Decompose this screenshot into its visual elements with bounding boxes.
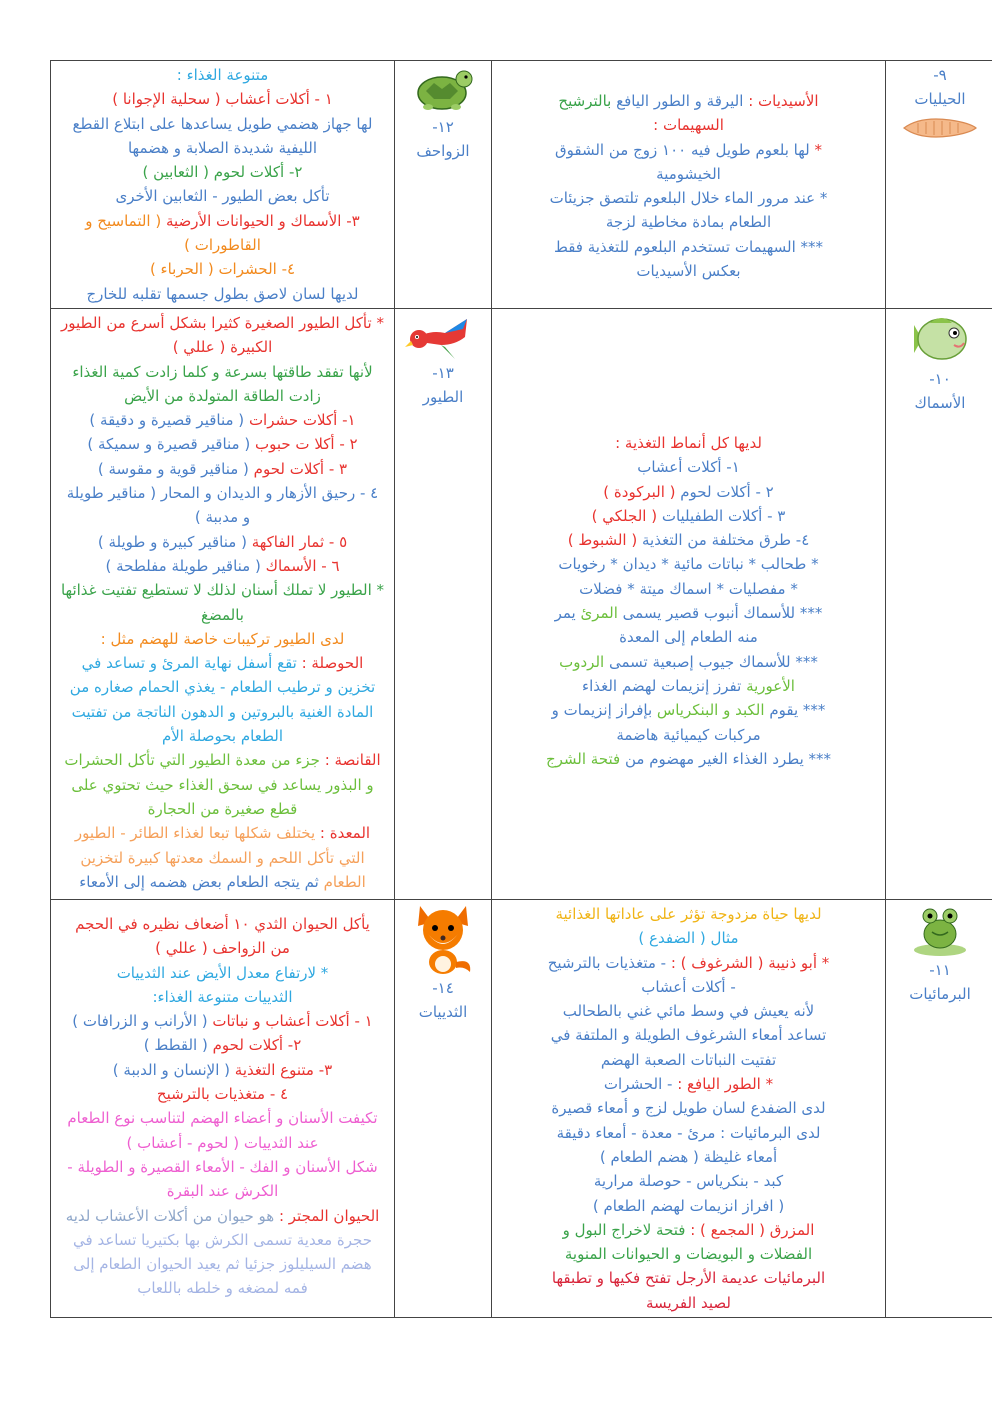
text-segment: ١- أكلات حشرات	[244, 411, 356, 430]
text-line	[57, 1106, 388, 1130]
row3-right-text	[57, 912, 388, 1301]
text-segment: المرئ	[575, 604, 618, 623]
text-line	[498, 186, 879, 210]
text-segment: شكل الأسنان و الفك - الأمعاء القصيرة و الطويلة -	[67, 1157, 378, 1176]
text-segment: لديها حياة مزدوجة تؤثر على عاداتها الغذائية	[555, 904, 822, 923]
text-line	[57, 63, 388, 87]
text-segment: * تأكل الطيور الصغيرة كثيرا بشكل أسرع من الطيور	[61, 313, 384, 332]
text-segment: ( الشبوط )	[567, 531, 638, 550]
text-segment: فتحة لاخراج البول و	[562, 1220, 686, 1239]
text-segment: ٢- أكلات لحوم	[207, 1036, 302, 1055]
text-segment: الحوصلة :	[296, 654, 364, 673]
text-segment: متنوعة الغذاء :	[176, 66, 269, 84]
text-segment: ٤ - متغذيات بالترشيح	[156, 1085, 289, 1104]
text-line	[57, 675, 388, 699]
row2-right-number-cell	[395, 308, 492, 899]
text-segment: السهيمات :	[653, 116, 724, 135]
text-segment: الطعام	[318, 872, 366, 891]
text-segment: * أبو ذنيبة ( الشرغوف ) :	[666, 953, 830, 972]
text-segment: الأسيديات :	[743, 92, 819, 110]
text-segment: *** يطرد الغذاء الغير مهضوم من	[620, 749, 832, 768]
row3-right-content	[51, 899, 395, 1317]
text-line	[57, 870, 388, 894]
text-line	[57, 1058, 388, 1082]
text-line	[498, 1266, 879, 1290]
text-segment: الحيوان المجتر :	[274, 1206, 380, 1225]
text-segment: التي تأكل اللحم و السمك معدتها كبيرة لتخزين	[80, 848, 365, 867]
text-segment: الردوب	[559, 652, 605, 671]
table-row	[51, 61, 992, 309]
text-segment: ٣- متنوع التغذية	[230, 1060, 333, 1079]
text-line	[57, 1009, 388, 1033]
row2-right-label: الطيور	[422, 387, 464, 406]
text-line	[498, 926, 879, 950]
text-segment: ٥ - ثمار الفاكهة	[246, 532, 348, 551]
turtle-icon	[412, 63, 474, 115]
text-line	[57, 505, 388, 529]
text-line	[498, 902, 879, 926]
row3-left-number-cell	[886, 899, 992, 1317]
row2-left-number: ١٠-	[929, 369, 951, 388]
text-segment: ٦ - الأسماك	[260, 556, 340, 575]
text-line	[57, 282, 388, 306]
text-line	[57, 846, 388, 870]
text-line	[57, 257, 388, 281]
text-segment: ٣- الأسماك و الحيوانات الأرضية	[161, 211, 360, 230]
text-line	[57, 961, 388, 985]
text-line	[57, 554, 388, 578]
text-segment: ( الإنسان و الدببة )	[112, 1060, 231, 1079]
text-line	[57, 1276, 388, 1300]
row2-left-label: الأسماك	[914, 393, 966, 412]
text-line	[57, 136, 388, 160]
text-line	[498, 1169, 879, 1193]
text-line	[57, 360, 388, 384]
text-segment: الكرش عند البقرة	[166, 1182, 279, 1201]
text-segment: لديها كل أنماط التغذية :	[615, 433, 762, 452]
text-segment: بالمضغ	[201, 605, 244, 624]
text-line	[498, 455, 879, 479]
text-segment: *** يقوم	[764, 701, 826, 720]
row1-right-label: الزواحف	[416, 142, 470, 160]
text-line	[57, 1252, 388, 1276]
row2-right-content	[51, 308, 395, 899]
frog-icon	[912, 902, 968, 958]
text-segment: تفتيت النباتات الصعبة الهضم	[600, 1050, 777, 1069]
text-segment: ( القطط )	[143, 1036, 208, 1055]
text-segment: لدى الطيور تركيبات خاصة للهضم مثل :	[100, 629, 345, 648]
text-segment: يأكل الحيوان الثدي ١٠ أضعاف نظيره في الحجم	[75, 914, 370, 933]
text-segment: الثدييات متنوعة الغذاء:	[152, 987, 293, 1006]
text-segment: زادت الطاقة المتولدة من الأيض	[124, 386, 321, 405]
text-line	[57, 1082, 388, 1106]
text-segment: ٤- طرق مختلفة من التغذية	[637, 531, 810, 550]
row2-right-text	[57, 311, 388, 894]
text-line	[57, 408, 388, 432]
text-line	[498, 504, 879, 528]
text-segment: ١- أكلات أعشاب	[637, 458, 740, 477]
text-line	[57, 384, 388, 408]
text-line	[498, 235, 879, 259]
text-line	[498, 113, 879, 137]
text-line	[498, 975, 879, 999]
text-segment: مركبات كيميائية هاضمة	[616, 725, 761, 744]
row1-left-text	[498, 89, 879, 283]
text-segment: أمعاء غليظة ( هضم الطعام )	[599, 1147, 778, 1166]
text-segment: حجرة معدية تسمى الكرش بها بكتيريا تساعد في	[73, 1230, 372, 1249]
text-line	[498, 210, 879, 234]
text-segment: لدى الضفدع لسان طويل لزج و أمعاء قصيرة	[551, 1099, 826, 1118]
text-line	[498, 1072, 879, 1096]
text-segment: *** للأسماك جيوب إصبعية تسمى	[604, 652, 818, 671]
text-segment: ( مناقير قوية و مقوسة )	[97, 459, 249, 478]
text-segment: ٢ - أكلا ت حبوب	[250, 435, 358, 454]
text-segment: القاطورات )	[184, 236, 261, 255]
text-line	[498, 552, 879, 576]
text-segment: منه الطعام إلى المعدة	[619, 628, 758, 647]
text-line	[498, 1291, 879, 1315]
text-line	[57, 335, 388, 359]
text-segment: بعكس الأسيديات	[636, 262, 741, 281]
text-segment: يختلف شكلها تبعا لغذاء الطائر - الطيور	[74, 824, 316, 843]
text-line	[57, 1204, 388, 1228]
text-segment: الفضلات و البويضات و الحيوانات المنوية	[564, 1245, 813, 1264]
text-line	[57, 1033, 388, 1057]
text-segment: - متغذيات بالترشيح	[547, 953, 667, 972]
text-segment: بالترشيح	[558, 92, 612, 110]
row3-left-number: ١١-	[929, 960, 951, 979]
row2-left-content	[492, 308, 886, 899]
row1-left-number-cell	[886, 61, 992, 309]
text-segment: لها بلعوم طويل فيه ١٠٠ زوج من الشقوق	[555, 140, 810, 159]
row1-right-text	[57, 63, 388, 306]
text-segment: الطعام بمادة مخاطية لزجة	[605, 213, 772, 232]
text-line	[57, 700, 388, 724]
text-line	[57, 233, 388, 257]
text-segment: ( مناقير قصيرة و سميكة )	[87, 435, 251, 454]
text-segment: لأنها تفقد طاقتها بسرعة و كلما زادت كمية الغذاء	[72, 362, 373, 381]
text-line	[498, 1218, 879, 1242]
text-line	[57, 627, 388, 651]
text-segment: * عند مرور الماء خلال البلعوم تلتصق جزيئات	[549, 189, 828, 208]
text-line	[498, 625, 879, 649]
text-segment: لها جهاز هضمي طويل يساعدها على ابتلاع القطع	[72, 114, 373, 133]
text-segment: الطعام بحوصلة الأم	[161, 727, 284, 746]
text-segment: ٢- أكلات لحوم ( الثعابين )	[142, 163, 303, 182]
text-line	[498, 951, 879, 975]
text-line	[498, 431, 879, 455]
text-line	[57, 160, 388, 184]
text-segment: ( الأرانب و الزرافات )	[72, 1012, 208, 1031]
row3-left-label: البرمائيات	[909, 984, 971, 1003]
text-segment: جزء من معدة الطيور التي تأكل الحشرات	[64, 751, 320, 770]
text-segment: تكيفت الأسنان و أعضاء الهضم لتناسب نوع الطعام	[67, 1109, 378, 1128]
row3-left-text	[498, 902, 879, 1315]
text-line	[57, 311, 388, 335]
text-line	[498, 698, 879, 722]
text-segment: عند الثدييات ( لحوم - أعشاب )	[126, 1133, 319, 1152]
text-segment: ثم يتجه الطعام بعض هضمه إلى الأمعاء	[79, 872, 319, 891]
text-segment: *** السهيمات تستخدم البلعوم للتغذية فقط	[553, 237, 824, 256]
text-segment: من الزواحف ( عللي )	[155, 939, 290, 958]
fish-fossil-icon	[900, 111, 980, 145]
text-segment: لدى البرمائيات : مرئ - معدة - أمعاء دقيقة	[556, 1123, 821, 1142]
text-line	[57, 912, 388, 936]
text-line	[498, 528, 879, 552]
table-row	[51, 308, 992, 899]
text-line	[498, 1242, 879, 1266]
text-line	[498, 1023, 879, 1047]
text-segment: ( البركودة )	[603, 482, 676, 501]
text-line	[57, 724, 388, 748]
row1-right-number-cell	[395, 61, 492, 309]
fox-icon	[410, 902, 476, 976]
text-line	[57, 821, 388, 845]
text-segment: كبد - بنكرياس - حوصلة مرارية	[593, 1172, 784, 1191]
text-segment: *** للأسماك أنبوب قصير يسمى	[617, 604, 823, 623]
text-line	[57, 797, 388, 821]
text-segment: لديها لسان لاصق بطول جسمها تقلبه للخارج	[86, 284, 359, 303]
text-line	[498, 162, 879, 186]
table-row	[51, 899, 992, 1317]
text-segment: ١ - أكلات أعشاب و نباتات	[207, 1012, 373, 1031]
text-segment: *	[809, 140, 822, 159]
text-line	[57, 1155, 388, 1179]
text-segment: الكبيرة ( عللي )	[172, 338, 273, 357]
text-segment: الأعورية	[741, 676, 795, 695]
text-line	[57, 112, 388, 136]
text-segment: المزرق ( المجمع ) :	[685, 1220, 815, 1239]
text-line	[498, 747, 879, 771]
text-segment: ١ - أكلات أعشاب ( سحلية الإجوانا )	[112, 90, 333, 109]
text-segment: الليفية شديدة الصلابة و هضمها	[127, 138, 318, 157]
text-line	[57, 1179, 388, 1203]
text-line	[498, 723, 879, 747]
text-segment: قطع صغيرة من الحجارة	[147, 799, 298, 818]
text-segment: ٢ - أكلات لحوم	[675, 482, 774, 501]
text-segment: فمه لمضغه و خلطه باللعاب	[137, 1279, 308, 1298]
text-segment: الخيشومية	[656, 164, 721, 183]
parrot-icon	[405, 311, 481, 361]
row1-left-content	[492, 61, 886, 309]
row1-right-content	[51, 61, 395, 309]
classification-table	[50, 60, 992, 1318]
text-segment: اليرقة و الطور اليافع	[611, 92, 744, 110]
text-segment: تفرز إنزيمات لهضم الغذاء	[582, 676, 742, 695]
text-line	[57, 87, 388, 111]
text-segment: بإفراز إنزيمات و	[551, 701, 653, 720]
row2-left-text	[498, 431, 879, 771]
text-segment: مثال ( الضفدع )	[638, 929, 739, 948]
text-segment: البرمائيات عديمة الأرجل تفتح فكيها و تطبقها	[551, 1269, 826, 1288]
text-segment: القانصة :	[319, 751, 381, 770]
text-line	[57, 457, 388, 481]
text-segment: * الطور اليافع :	[672, 1075, 774, 1094]
row2-left-number-cell	[886, 308, 992, 899]
text-segment: لأنه يعيش في وسط مائي غني بالطحالب	[562, 1002, 815, 1021]
text-segment: الكبد و البنكرياس	[652, 701, 765, 720]
text-segment: تقع أسفل نهاية المرئ و تساعد في	[81, 654, 297, 673]
text-segment: ( التماسيح و	[85, 211, 162, 230]
text-line	[498, 480, 879, 504]
text-segment: و مدببة )	[194, 508, 251, 527]
text-segment: المادة الغنية بالبروتين و الدهون الناتجة من تفتيت	[71, 702, 374, 721]
text-segment: ٣ - أكلات الطفيليات	[657, 506, 786, 525]
text-segment: ٤- الحشرات ( الحرباء )	[149, 260, 296, 279]
text-line	[498, 1194, 879, 1218]
text-line	[498, 138, 879, 162]
text-segment: ( مناقير كبيرة و طويلة )	[97, 532, 247, 551]
text-line	[57, 1131, 388, 1155]
text-segment: تأكل بعض الطيور - الثعابين الأخرى	[115, 187, 330, 206]
text-segment: * مفصليات * اسماك ميتة * فضلات	[579, 579, 798, 598]
text-line	[57, 184, 388, 208]
row3-left-content	[492, 899, 886, 1317]
text-line	[57, 985, 388, 1009]
text-line	[498, 1048, 879, 1072]
text-segment: ٤ - رحيق الأزهار و الديدان و المحار ( مناقير طويلة	[66, 484, 379, 503]
text-line	[498, 1121, 879, 1145]
text-line	[498, 577, 879, 601]
text-line	[57, 578, 388, 602]
text-line	[57, 481, 388, 505]
text-segment: ( الجلكي )	[591, 506, 658, 525]
text-segment: تساعد أمعاء الشرغوف الطويلة و الملتفة في	[550, 1026, 827, 1045]
text-segment: لصيد الفريسة	[646, 1293, 731, 1312]
row2-right-number: ١٣-	[432, 363, 454, 382]
text-segment: يمر	[554, 604, 576, 623]
text-line	[57, 748, 388, 772]
row3-right-number-cell	[395, 899, 492, 1317]
text-segment: المعدة :	[315, 824, 371, 843]
text-line	[498, 601, 879, 625]
text-segment: ( مناقير قصيرة و دقيقة )	[89, 411, 245, 430]
text-segment: تخزين و ترطيب الطعام - يغذي الحمام صغاره من	[69, 678, 376, 697]
text-segment: - الحشرات	[603, 1075, 673, 1094]
text-segment: ٣ - أكلات لحوم	[248, 459, 348, 478]
text-line	[57, 773, 388, 797]
text-segment: هضم السيليلوز جزئيا ثم يعيد الحيوان الطعام إلى	[73, 1255, 372, 1274]
text-line	[57, 936, 388, 960]
text-line	[498, 89, 879, 113]
row3-right-number: ١٤-	[432, 978, 454, 997]
text-line	[57, 1228, 388, 1252]
text-segment: ( افراز انزيمات لهضم الطعام )	[592, 1196, 785, 1215]
text-line	[498, 1145, 879, 1169]
row1-left-label: الحيليات	[914, 90, 966, 108]
text-line	[57, 651, 388, 675]
text-segment: فتحة الشرج	[545, 749, 621, 768]
text-line	[498, 674, 879, 698]
text-segment: - أكلات أعشاب	[641, 977, 736, 996]
text-line	[57, 432, 388, 456]
row1-right-number: ١٢-	[432, 118, 454, 136]
text-segment: * الطيور لا تملك أسنان لذلك لا تستطيع تفتيت غذائها	[60, 581, 385, 600]
row1-left-number: ٩-	[933, 66, 947, 84]
text-line	[57, 209, 388, 233]
row3-right-label: الثدييات	[418, 1002, 468, 1021]
text-segment: ( مناقير طويلة مفلطحة )	[105, 556, 261, 575]
text-line	[498, 650, 879, 674]
text-line	[57, 603, 388, 627]
text-line	[57, 530, 388, 554]
text-segment: هو حيوان من أكلات الأعشاب لديه	[65, 1206, 275, 1225]
text-segment: و البذور يساعد في سحق الغذاء حيث تحتوي على	[71, 775, 374, 794]
text-line	[498, 1096, 879, 1120]
fish-icon	[908, 311, 972, 367]
text-line	[498, 259, 879, 283]
text-line	[498, 999, 879, 1023]
text-segment: * لارتفاع معدل الأيض عند الثدييات	[116, 963, 329, 982]
text-segment: * طحالب * نباتات مائية * ديدان * رخويات	[558, 555, 819, 574]
